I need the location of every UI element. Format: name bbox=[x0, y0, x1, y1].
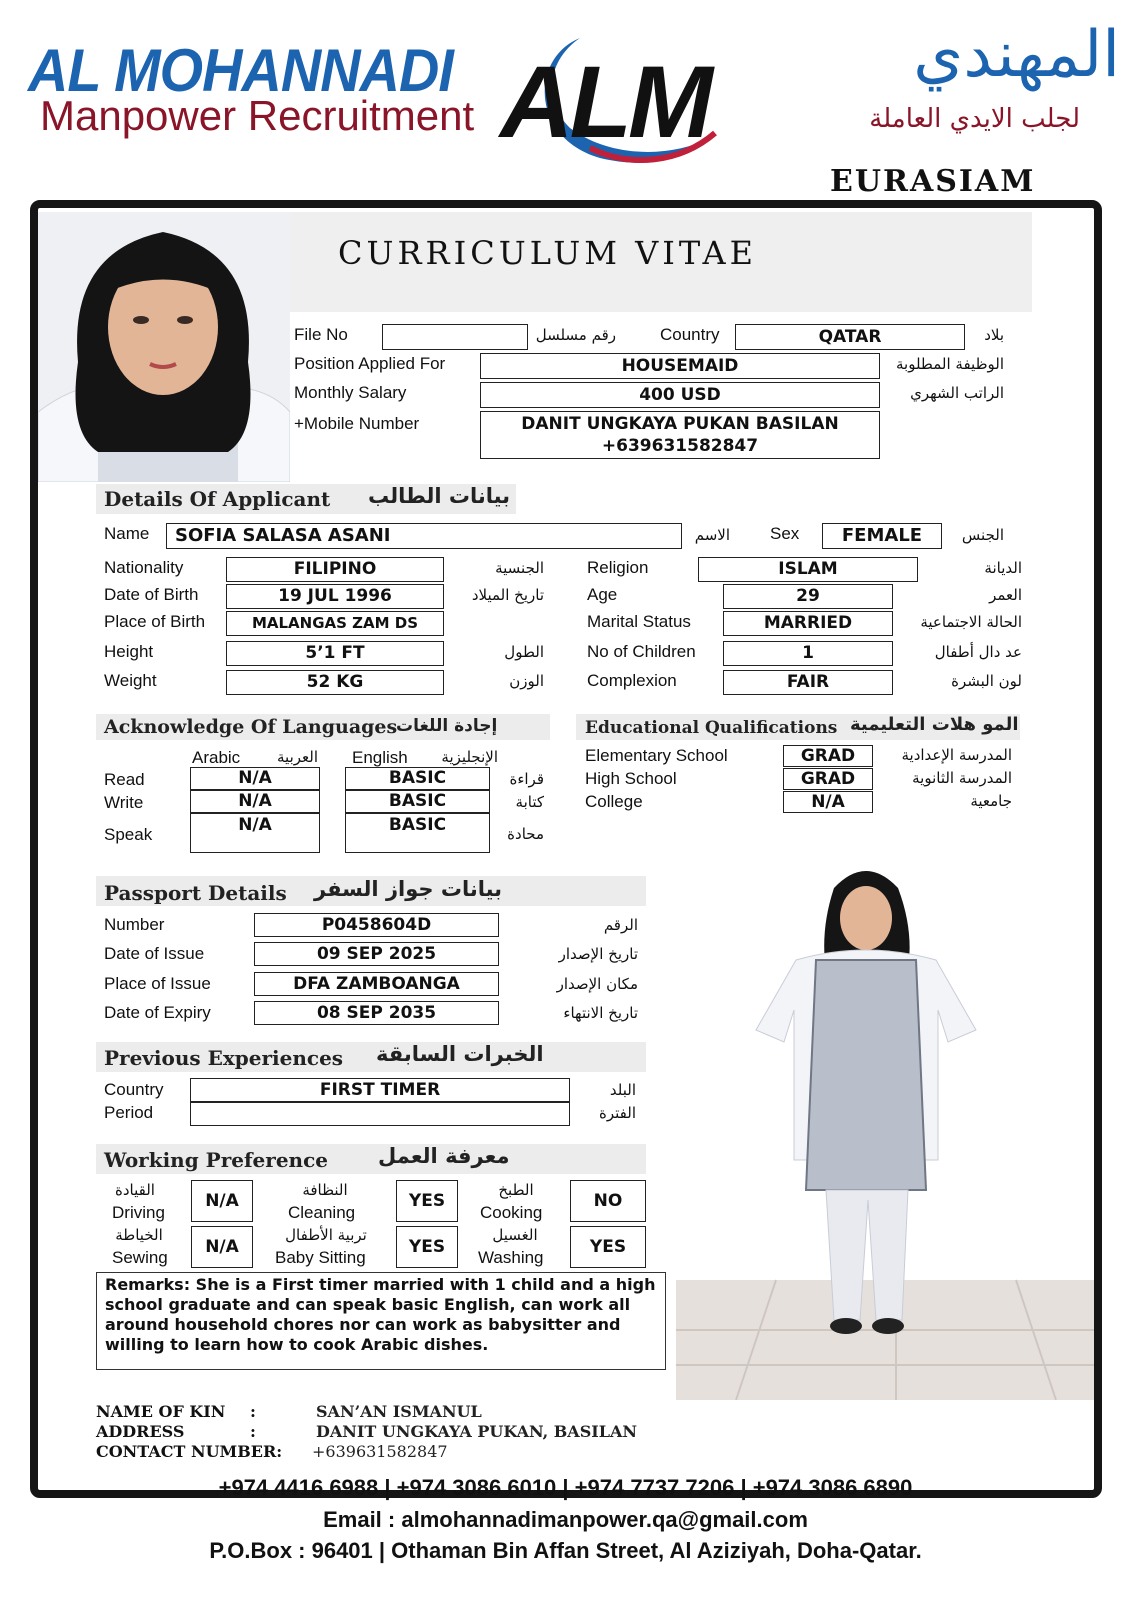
brand-subtitle-arabic: لجلب الايدي العاملة bbox=[869, 104, 1080, 134]
driving-value: N/A bbox=[191, 1180, 253, 1222]
kin-address-label: ADDRESS bbox=[96, 1422, 185, 1441]
complexion-label: Complexion bbox=[587, 671, 677, 690]
kin-contact-value: +639631582847 bbox=[312, 1442, 448, 1461]
languages-section-title-arabic: إجادة اللغات bbox=[396, 716, 498, 736]
speak-label: Speak bbox=[104, 825, 153, 844]
pob-field: MALANGAS ZAM DS bbox=[226, 611, 444, 636]
experience-country-label: Country bbox=[104, 1080, 164, 1099]
preference-section-title: Working Preference bbox=[104, 1148, 328, 1172]
sex-label: Sex bbox=[770, 524, 800, 543]
washing-label-arabic: الغسيل bbox=[492, 1226, 538, 1244]
position-label: Position Applied For bbox=[294, 354, 446, 373]
brand-subtitle: Manpower Recruitment bbox=[40, 92, 475, 139]
marital-field: MARRIED bbox=[723, 611, 893, 636]
weight-label-arabic: الوزن bbox=[509, 672, 544, 690]
mobile-number-line: +639631582847 bbox=[601, 436, 759, 456]
passport-number-label-arabic: الرقم bbox=[603, 916, 638, 934]
kin-name-label: NAME OF KIN bbox=[96, 1402, 226, 1421]
cv-title: CURRICULUM VITAE bbox=[338, 234, 757, 272]
nationality-field: FILIPINO bbox=[226, 557, 444, 582]
experience-country-field: FIRST TIMER bbox=[190, 1078, 570, 1102]
languages-section-title: Acknowledge Of Languages bbox=[104, 716, 398, 738]
age-field: 29 bbox=[723, 584, 893, 609]
experience-section-title-arabic: الخبرات السابقة bbox=[376, 1042, 544, 1066]
country-field: QATAR bbox=[735, 324, 965, 350]
footer-address: P.O.Box : 96401 | Othaman Bin Affan Street, Al Aziziyah, Doha-Qatar. bbox=[209, 1538, 922, 1563]
experience-period-label-arabic: الفترة bbox=[599, 1104, 636, 1122]
experience-section-title: Previous Experiences bbox=[104, 1046, 344, 1070]
remarks-box: Remarks: She is a First timer married with 1 child and a high school graduate and can speak basic English, can work all around household chores nor can work as babysitter and willing to learn how to cook Arabic dishes. bbox=[96, 1272, 666, 1370]
experience-period-label: Period bbox=[104, 1103, 154, 1122]
country-label: Country bbox=[660, 325, 720, 344]
baby-sitting-label: Baby Sitting bbox=[275, 1248, 366, 1267]
issue-place-label-arabic: مكان الإصدار bbox=[556, 975, 638, 993]
footer-email: Email : almohannadimanpower.qa@gmail.com bbox=[323, 1507, 808, 1532]
washing-value: YES bbox=[570, 1226, 646, 1268]
speak-label-arabic: محادة bbox=[507, 825, 544, 843]
applicant-section-title-arabic: بيانات الطالب bbox=[368, 484, 511, 508]
passport-number-label: Number bbox=[104, 915, 165, 934]
english-write-value: BASIC bbox=[345, 790, 490, 813]
applicant-full-body-photo bbox=[676, 860, 1094, 1400]
cleaning-label-arabic: النظافة bbox=[302, 1181, 348, 1199]
sewing-label: Sewing bbox=[112, 1248, 168, 1267]
issue-place-field: DFA ZAMBOANGA bbox=[254, 972, 499, 996]
file-no-field bbox=[382, 324, 528, 350]
passport-section-title-arabic: بيانات جواز السفر bbox=[314, 877, 503, 901]
issue-date-label-arabic: تاريخ الإصدار bbox=[558, 945, 638, 963]
weight-field: 52 KG bbox=[226, 670, 444, 695]
branch-name: EURASIAM bbox=[830, 164, 1036, 199]
complexion-label-arabic: لون البشرة bbox=[951, 672, 1022, 690]
position-field: HOUSEMAID bbox=[480, 353, 880, 379]
issue-place-label: Place of Issue bbox=[104, 974, 211, 993]
issue-date-field: 09 SEP 2025 bbox=[254, 942, 499, 966]
sewing-value: N/A bbox=[191, 1226, 253, 1268]
mobile-address-line: DANIT UNGKAYA PUKAN BASILAN bbox=[521, 413, 839, 434]
sex-field: FEMALE bbox=[822, 523, 942, 549]
driving-label: Driving bbox=[112, 1203, 165, 1222]
college-value: N/A bbox=[783, 791, 873, 813]
preference-section-title-arabic: معرفة العمل bbox=[378, 1144, 510, 1168]
country-label-arabic: بلاد bbox=[984, 326, 1004, 344]
applicant-section-title: Details Of Applicant bbox=[104, 487, 331, 511]
experience-period-field bbox=[190, 1102, 570, 1126]
high-school-value: GRAD bbox=[783, 768, 873, 790]
applicant-portrait-photo bbox=[38, 212, 290, 482]
washing-label: Washing bbox=[478, 1248, 544, 1267]
footer-phones: +974 4416 6988 | +974 3086 6010 | +974 7737 7206 | +974 3086 6890 bbox=[218, 1475, 913, 1500]
kin-name-value: SAN’AN ISMANUL bbox=[316, 1402, 482, 1421]
college-label-arabic: جامعية bbox=[970, 792, 1012, 810]
expiry-date-field: 08 SEP 2035 bbox=[254, 1001, 499, 1025]
marital-label-arabic: الحالة الاجتماعية bbox=[920, 613, 1022, 631]
children-label-arabic: عد دال أطفال bbox=[934, 643, 1022, 661]
passport-section-title: Passport Details bbox=[104, 881, 287, 905]
mobile-label: +Mobile Number bbox=[294, 414, 420, 433]
write-label-arabic: كتابة bbox=[515, 793, 544, 811]
education-section-title-arabic: المو هلات التعليمية bbox=[850, 714, 1019, 735]
nationality-label-arabic: الجنسية bbox=[495, 559, 544, 577]
alm-logo: ALM bbox=[500, 45, 709, 159]
cleaning-label: Cleaning bbox=[288, 1203, 356, 1222]
kin-contact-label: CONTACT NUMBER: bbox=[96, 1442, 283, 1461]
arabic-col-label-arabic: العربية bbox=[277, 748, 318, 766]
religion-label: Religion bbox=[587, 558, 649, 577]
english-col-label: English bbox=[352, 748, 408, 767]
baby-sitting-label-arabic: تربية الأطفال bbox=[285, 1226, 367, 1244]
expiry-date-label-arabic: تاريخ الانتهاء bbox=[563, 1004, 638, 1022]
salary-label-arabic: الراتب الشهري bbox=[910, 384, 1004, 402]
baby-sitting-value: YES bbox=[396, 1226, 458, 1268]
pob-label: Place of Birth bbox=[104, 612, 206, 631]
cooking-label: Cooking bbox=[480, 1203, 543, 1222]
height-field: 5’1 FT bbox=[226, 641, 444, 666]
kin-name-colon: : bbox=[250, 1402, 256, 1421]
religion-label-arabic: الديانة bbox=[984, 559, 1022, 577]
elementary-label: Elementary School bbox=[585, 746, 728, 765]
passport-number-field: P0458604D bbox=[254, 913, 499, 937]
age-label: Age bbox=[587, 585, 618, 604]
age-label-arabic: العمر bbox=[989, 586, 1022, 604]
issue-date-label: Date of Issue bbox=[104, 944, 205, 963]
dob-field: 19 JUL 1996 bbox=[226, 584, 444, 609]
dob-label-arabic: تاريخ الميلاد bbox=[471, 586, 544, 604]
english-col-label-arabic: الإنجليزية bbox=[441, 748, 498, 766]
sewing-label-arabic: الخياطة bbox=[115, 1226, 163, 1244]
arabic-read-value: N/A bbox=[190, 767, 320, 790]
sex-label-arabic: الجنس bbox=[961, 526, 1004, 544]
salary-label: Monthly Salary bbox=[294, 383, 407, 402]
religion-field: ISLAM bbox=[698, 557, 918, 582]
children-field: 1 bbox=[723, 641, 893, 666]
complexion-field: FAIR bbox=[723, 670, 893, 695]
name-field: SOFIA SALASA ASANI bbox=[166, 523, 682, 549]
name-label: Name bbox=[104, 524, 150, 543]
dob-label: Date of Birth bbox=[104, 585, 199, 604]
read-label: Read bbox=[104, 770, 145, 789]
brand-name-arabic: المهندي bbox=[913, 18, 1120, 92]
elementary-label-arabic: المدرسة الإعدادية bbox=[901, 746, 1012, 764]
high-school-label: High School bbox=[585, 769, 677, 788]
arabic-col-label: Arabic bbox=[192, 748, 241, 767]
kin-address-value: DANIT UNGKAYA PUKAN, BASILAN bbox=[316, 1422, 638, 1441]
arabic-write-value: N/A bbox=[190, 790, 320, 813]
experience-country-label-arabic: البلد bbox=[609, 1081, 636, 1099]
marital-label: Marital Status bbox=[587, 612, 691, 631]
cooking-value: NO bbox=[570, 1180, 646, 1222]
college-label: College bbox=[585, 792, 643, 811]
nationality-label: Nationality bbox=[104, 558, 184, 577]
driving-label-arabic: القيادة bbox=[115, 1181, 155, 1199]
expiry-date-label: Date of Expiry bbox=[104, 1003, 211, 1022]
position-label-arabic: الوظيفة المطلوبة bbox=[896, 355, 1004, 373]
high-school-label-arabic: المدرسة الثانوية bbox=[912, 769, 1012, 787]
mobile-field bbox=[480, 411, 880, 459]
cleaning-value: YES bbox=[396, 1180, 458, 1222]
elementary-value: GRAD bbox=[783, 745, 873, 767]
file-no-label: File No bbox=[294, 325, 348, 344]
height-label-arabic: الطول bbox=[504, 643, 544, 661]
arabic-speak-value: N/A bbox=[190, 813, 320, 853]
kin-address-colon: : bbox=[250, 1422, 256, 1441]
weight-label: Weight bbox=[104, 671, 157, 690]
read-label-arabic: قراءة bbox=[509, 770, 544, 788]
salary-field: 400 USD bbox=[480, 382, 880, 408]
children-label: No of Children bbox=[587, 642, 696, 661]
name-label-arabic: الاسم bbox=[694, 526, 730, 544]
height-label: Height bbox=[104, 642, 154, 661]
write-label: Write bbox=[104, 793, 144, 812]
english-read-value: BASIC bbox=[345, 767, 490, 790]
cooking-label-arabic: الطبخ bbox=[498, 1181, 534, 1199]
education-section-title: Educational Qualifications bbox=[585, 718, 838, 738]
brand-name: AL MOHANNADI bbox=[28, 37, 453, 104]
file-no-label-arabic: رقم مسلسل bbox=[535, 326, 616, 344]
english-speak-value: BASIC bbox=[345, 813, 490, 853]
